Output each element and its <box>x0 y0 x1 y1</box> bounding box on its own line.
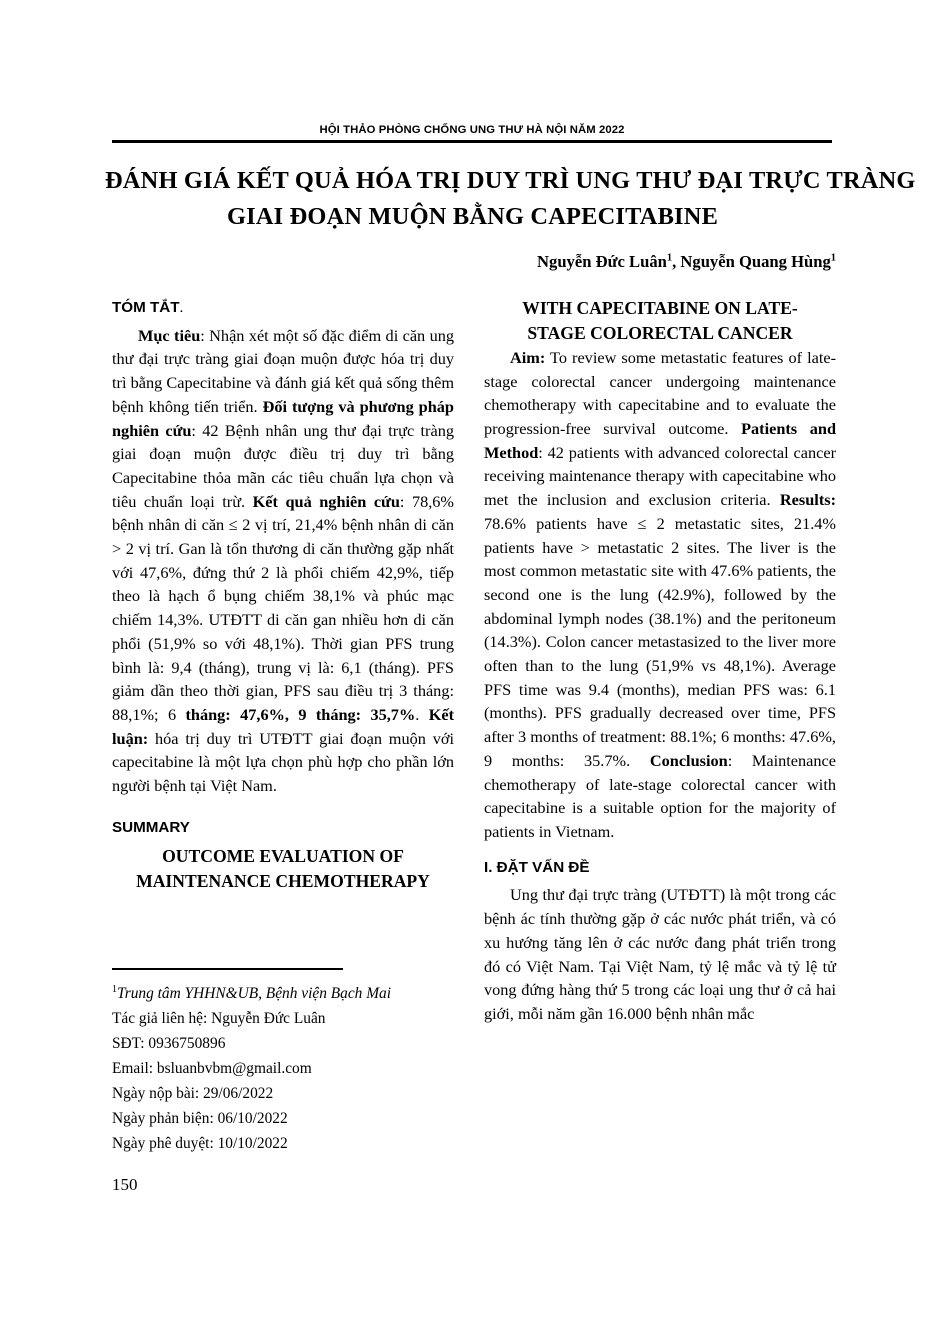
section-heading-introduction: I. ĐẶT VẤN ĐỀ <box>484 858 590 876</box>
author-name-1: Nguyễn Đức Luân <box>537 252 667 271</box>
footnote-reviewed-date: Ngày phản biện: 06/10/2022 <box>112 1109 288 1127</box>
summary-heading: SUMMARY <box>112 818 190 836</box>
author-affiliation-mark-2: 1 <box>830 252 836 264</box>
footnote-approved-date: Ngày phê duyệt: 10/10/2022 <box>112 1134 288 1152</box>
conclusion-label-en: Conclusion <box>649 750 728 770</box>
results-tail-after-vi: . <box>415 705 429 724</box>
footnote-submitted-date: Ngày nộp bài: 29/06/2022 <box>112 1084 274 1102</box>
author-list <box>480 252 836 272</box>
conclusion-text-en: : Maintenance chemotherapy of late-stage colorectal cancer with capecitabine is a suitable option for the majority of patients in Vietnam. <box>484 750 836 841</box>
aim-text-en: To review some metastatic features of late-stage colorectal cancer undergoing maintenance chemotherapy with capecitabine and to evaluate the progression-free survival outcome. <box>484 347 836 439</box>
abstract-heading-text: TÓM TẮT <box>112 299 180 316</box>
aim-label-vi: Mục tiêu <box>138 325 201 345</box>
aim-text-vi: : Nhận xét một số đặc điểm di căn ung thư đại trực tràng giai đoạn muộn được hóa trị duy trì bằng Capecitabine và đánh giá kết quả sống thêm bệnh không tiến triển. <box>112 325 454 416</box>
results-text-vi: : 78,6% bệnh nhân di căn ≤ 2 vị trí, 21,4% bệnh nhân di căn > 2 vị trí. Gan là tổn thương di căn thường gặp nhất với 47,6%, đứng thứ 2 là phổi chiếm 42,9%, tiếp theo là hạch ổ bụng chiếm 38,1% và phúc mạc chiếm 14,3%. UTĐTT di căn gan nhiều hơn di căn phổi (51,9% so với 48,1%). Thời gian PFS trung bình là: 9,4 (tháng), trung vị là: 6,1 (tháng). PFS giảm dần theo thời gian, PFS sau điều trị 3 tháng: 88,1%; 6 <box>112 491 454 724</box>
english-title-line-4: STAGE COLORECTAL CANCER <box>527 322 793 343</box>
footnote-block <box>112 982 464 1157</box>
right-column <box>484 296 836 1026</box>
results-tail-vi: tháng: 47,6%, 9 tháng: 35,7% <box>185 705 416 724</box>
english-title-line-2: MAINTENANCE CHEMOTHERAPY <box>136 870 430 891</box>
method-label-vi: Đối tượng và phương pháp nghiên cứu <box>112 396 454 440</box>
method-text-en: : 42 patients with advanced colorectal cancer receiving maintenance therapy with capecitabine who met the inclusion and exclusion criteria. <box>484 442 836 510</box>
page-number: 150 <box>112 1175 138 1194</box>
footnote-contact: Tác giả liên hệ: Nguyễn Đức Luân <box>112 1010 326 1028</box>
footnote-affiliation <box>112 982 464 1007</box>
abstract-paragraph-en <box>484 346 836 844</box>
author-name-2: Nguyễn Quang Hùng <box>680 252 831 271</box>
method-label-en: Patients and Method <box>484 419 836 462</box>
running-head: HỘI THẢO PHÒNG CHỐNG UNG THƯ HÀ NỘI NĂM 2022 <box>319 124 625 136</box>
results-label-vi: Kết quả nghiên cứu <box>252 491 400 511</box>
results-label-en: Results: <box>779 490 836 510</box>
title-line-1: ĐÁNH GIÁ KẾT QUẢ HÓA TRỊ DUY TRÌ UNG THƯ ĐẠI TRỰC TRÀNG <box>105 167 916 194</box>
english-title-line-1: OUTCOME EVALUATION OF <box>162 845 404 866</box>
page-title <box>105 163 916 235</box>
title-line-2: GIAI ĐOẠN MUỘN BẰNG CAPECITABINE <box>226 203 719 231</box>
english-title-line-3: WITH CAPECITABINE ON LATE- <box>522 298 798 318</box>
footnote-email: Email: bsluanbvbm@gmail.com <box>112 1059 312 1077</box>
author-separator: , <box>672 252 681 271</box>
results-text-en: 78.6% patients have ≤ 2 metastatic sites, 21.4% patients have > metastatic 2 sites. The liver is the most common metastatic site with 47.6% patients, the second one is the lung (42.9%), followed by the abdominal lymph nodes (38.1%) and the peritoneum (14.3%). Colon cancer metastasized to the liver more often than to the lung (51,9% vs 48,1%). Average PFS time was 9.4 (months), median PFS was: 6.1 (months). PFS gradually decreased over time, PFS after 3 months of treatment: 88.1%; 6 months: 47.6%, 9 months: 35.7%. <box>484 513 836 770</box>
method-text-vi: : 42 Bệnh nhân ung thư đại trực tràng giai đoạn muộn được điều trị duy trì bằng Capecitabine thỏa mãn các tiêu chuẩn lựa chọn và tiêu chuẩn loại trừ. <box>112 420 454 511</box>
abstract-paragraph-vi <box>112 324 454 798</box>
abstract-heading-vi <box>112 298 454 318</box>
conclusion-text-vi: hóa trị duy trì UTĐTT giai đoạn muộn với capecitabine là một lựa chọn phù hợp cho phần lớn người bệnh tại Việt Nam. <box>112 728 454 796</box>
footnote-phone: SĐT: 0936750896 <box>112 1035 226 1053</box>
left-column <box>112 298 454 894</box>
footnote-affiliation-mark: 1 <box>112 984 117 995</box>
abstract-heading-period: . <box>179 299 184 316</box>
introduction-paragraph: Ung thư đại trực tràng (UTĐTT) là một trong các bệnh ác tính thường gặp ở các nước phát triển, và có xu hướng tăng lên ở các nước đang phát triển trong đó có Việt Nam. Tại Việt Nam, tỷ lệ mắc và tỷ lệ tử vong đứng hàng thứ 5 trong các loại ung thư ở cả hai giới, mỗi năm gần 16.000 bệnh nhân mắc <box>484 885 836 1023</box>
aim-label-en: Aim: <box>510 347 546 367</box>
footnote-affiliation-text: Trung tâm YHHN&UB, Bệnh viện Bạch Mai <box>117 985 392 1003</box>
header-divider <box>112 140 832 143</box>
conclusion-label-vi: Kết luận: <box>112 705 454 748</box>
footnote-divider <box>112 968 343 970</box>
author-affiliation-mark-1: 1 <box>666 252 673 264</box>
